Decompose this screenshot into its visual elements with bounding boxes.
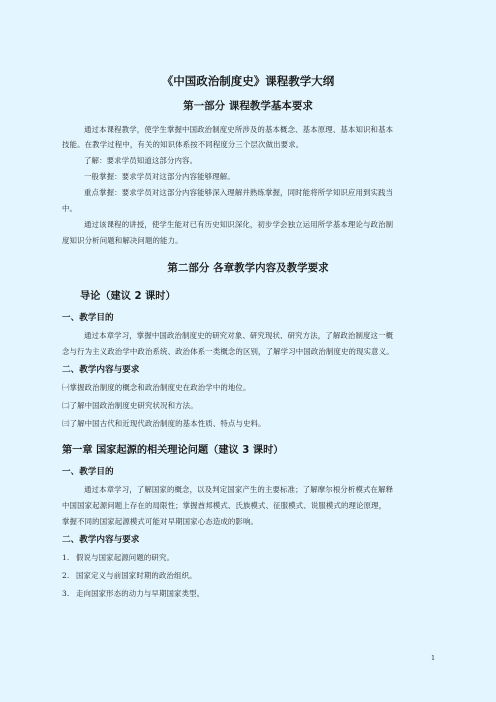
list-number: 3.	[62, 589, 70, 598]
chapter1-list-item	[62, 590, 204, 597]
chapter1-line: 掌握不同的国家起源模式可能对早期国家心态造成的影响。	[62, 517, 259, 526]
chapter1-list-item	[62, 554, 174, 561]
list-number: 1.	[62, 553, 70, 562]
list-text: 国家定义与前国家时期的政治组织。	[76, 571, 197, 580]
document-title: 《中国政治制度史》课程教学大纲	[161, 74, 335, 88]
part2-heading: 第二部分 各章教学内容及教学要求	[167, 262, 329, 274]
chapter1-line: 中国国家起源问题上存在的局限性；掌握酋邦模式、氏族模式、征服模式、说服模式的理论原理，	[62, 501, 387, 510]
intro-line: 念与行为主义政治学中政治系统、政治体系一类概念的区别，了解学习中国政治制度史的现实意义。	[62, 347, 394, 356]
part1-line: 通过该课程的讲授，使学生能对已有历史知识深化，初步学会独立运用所学基本理论与政治制	[84, 220, 394, 229]
part1-line: 了解：要求学员知道这部分内容。	[84, 156, 198, 165]
intro-section-heading: 一、教学目的	[62, 313, 114, 323]
intro-list-item: ㈢了解中国古代和近现代政治制度的基本性质、特点与史料。	[62, 419, 266, 428]
part1-line: 技能。在教学过程中，有关的知识体系按不同程度分三个层次做出要求。	[62, 140, 304, 149]
part1-line: 一般掌握：要求学员对这部分内容能够理解。	[84, 172, 235, 181]
intro-line: 通过本章学习，掌握中国政治制度史的研究对象、研究现状、研究方法，了解政治制度这一概	[84, 331, 394, 340]
list-number: 2.	[62, 571, 70, 580]
part1-line: 重点掌握：要求学员对这部分内容能够深入理解并熟练掌握，同时能将所学知识应用到实践当	[84, 188, 394, 197]
list-text: 走向国家形态的动力与早期国家类型。	[76, 589, 205, 598]
intro-heading: 导论（建议 2 课时）	[80, 291, 176, 302]
intro-list-item: ㈠掌握政治制度的概念和政治制度史在政治学中的地位。	[62, 383, 251, 392]
list-text: 假说与国家起源问题的研究。	[76, 553, 175, 562]
intro-list-item: ㈡了解中国政治制度史研究状况和方法。	[62, 401, 198, 410]
part1-heading: 第一部分 课程教学基本要求	[183, 100, 313, 112]
chapter1-line: 通过本章学习，了解国家的概念，以及判定国家产生的主要标准；了解摩尔根分析模式在解释	[84, 485, 394, 494]
chapter1-section-heading: 一、教学目的	[62, 467, 114, 477]
chapter1-list-item	[62, 572, 197, 579]
chapter1-heading: 第一章 国家起源的相关理论问题（建议 3 课时）	[62, 445, 284, 456]
part1-line: 通过本课程教学，使学生掌握中国政治制度史所涉及的基本概念、基本原理、基本知识和基本	[84, 125, 394, 134]
part1-line: 度知识分析问题和解决问题的能力。	[62, 236, 183, 245]
part1-line: 中。	[62, 204, 78, 213]
page-number: 1	[431, 654, 436, 662]
intro-section-heading: 二、教学内容与要求	[62, 365, 140, 375]
chapter1-section-heading: 二、教学内容与要求	[62, 535, 140, 545]
